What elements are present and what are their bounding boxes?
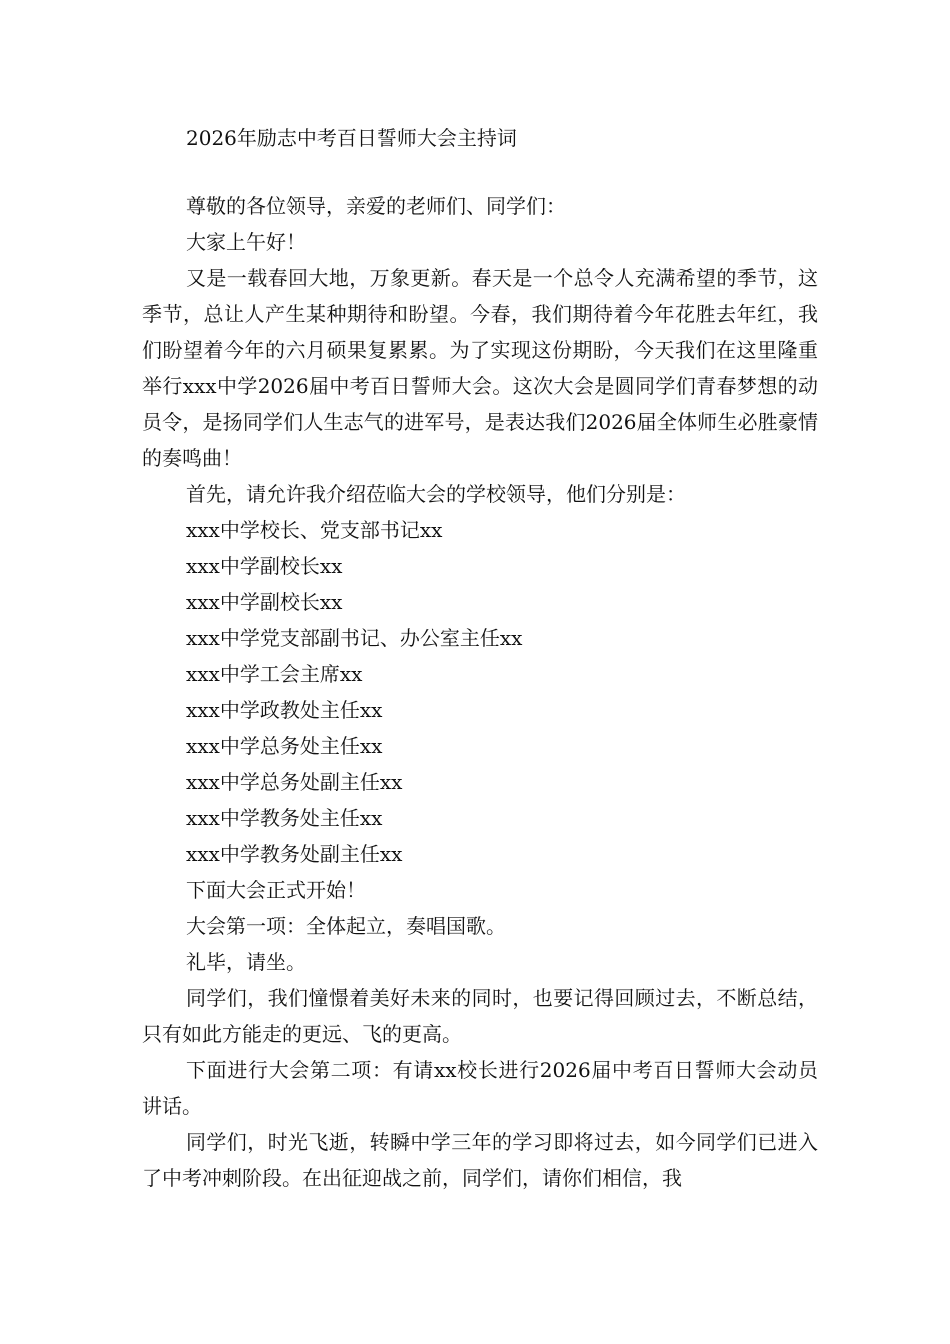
paragraph-opening: 又是一载春回大地，万象更新。春天是一个总令人充满希望的季节，这季节，总让人产生某种期待和盼望。今春，我们期待着今年花胜去年红，我们盼望着今年的六月硕果复累累。为了实现这份期盼，今天我们在这里隆重举行xxx中学2026届中考百日誓师大会。这次大会是圆同学们青春梦想的动员令，是扬同学们人生志气的进军号，是表达我们2026届全体师生必胜豪情的奏鸣曲！	[142, 266, 818, 470]
document-title: 2026年励志中考百日誓师大会主持词	[186, 126, 517, 150]
paragraph-closing: 同学们，时光飞逝，转瞬中学三年的学习即将过去，如今同学们已进入了中考冲刺阶段。在出征迎战之前，同学们，请你们相信，我	[142, 1130, 818, 1190]
paragraph-item-two: 下面进行大会第二项：有请xx校长进行2026届中考百日誓师大会动员讲话。	[142, 1058, 818, 1118]
paragraph-reflection: 同学们，我们憧憬着美好未来的同时，也要记得回顾过去，不断总结，只有如此方能走的更远、飞的更高。	[142, 986, 818, 1046]
document-body	[142, 188, 818, 1196]
paragraph-start: 下面大会正式开始！	[186, 878, 366, 902]
leader-list-item: xxx中学总务处副主任xx	[186, 770, 403, 794]
leader-list-item: xxx中学副校长xx	[186, 590, 343, 614]
leader-list-item: xxx中学党支部副书记、办公室主任xx	[186, 626, 523, 650]
leader-list-item: xxx中学校长、党支部书记xx	[186, 518, 443, 542]
paragraph-be-seated: 礼毕，请坐。	[186, 950, 306, 974]
paragraph-greeting: 大家上午好！	[186, 230, 306, 254]
leader-list-item: xxx中学副校长xx	[186, 554, 343, 578]
leader-list-item: xxx中学教务处副主任xx	[186, 842, 403, 866]
paragraph-introduction: 首先，请允许我介绍莅临大会的学校领导，他们分别是：	[186, 482, 686, 506]
leader-list-item: xxx中学政教处主任xx	[186, 698, 383, 722]
leader-list-item: xxx中学教务处主任xx	[186, 806, 383, 830]
leader-list-item: xxx中学总务处主任xx	[186, 734, 383, 758]
leader-list-item: xxx中学工会主席xx	[186, 662, 363, 686]
paragraph-salutation: 尊敬的各位领导，亲爱的老师们、同学们：	[186, 194, 566, 218]
paragraph-item-one: 大会第一项：全体起立，奏唱国歌。	[186, 914, 506, 938]
